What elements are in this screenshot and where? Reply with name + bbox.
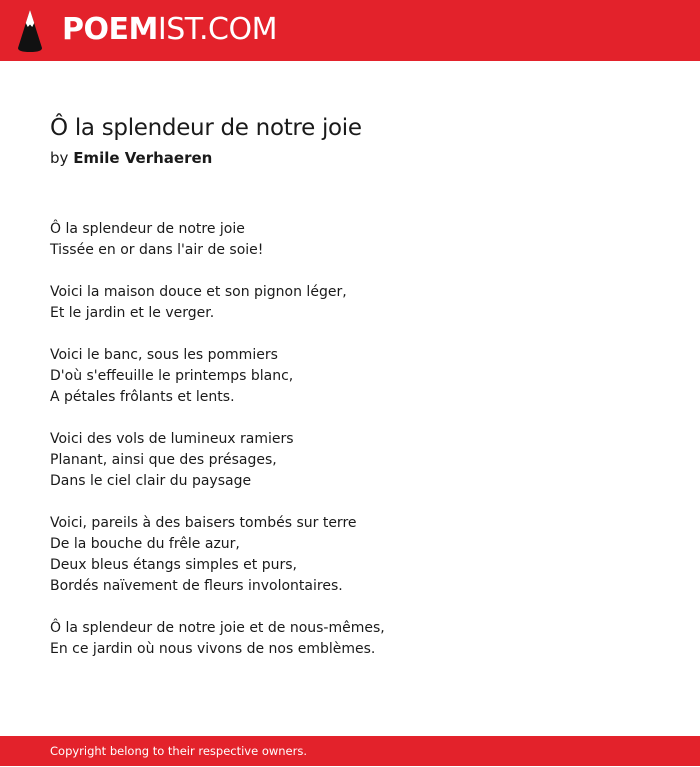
logo-bold-text: POEM <box>62 12 158 47</box>
poem-body <box>50 219 385 660</box>
poem-stanza <box>50 513 385 597</box>
poem-line: Voici la maison douce et son pignon léger, <box>50 284 347 300</box>
poem-line: Ô la splendeur de notre joie et de nous-mêmes, <box>50 620 385 636</box>
site-logo[interactable] <box>62 12 277 48</box>
poem-line: D'où s'effeuille le printemps blanc, <box>50 368 294 384</box>
poem-line: Voici des vols de lumineux ramiers <box>50 431 294 447</box>
logo-light-text: IST.COM <box>157 12 277 47</box>
poem-stanza <box>50 345 385 408</box>
poem-line: Tissée en or dans l'air de soie! <box>50 242 264 258</box>
poem-line: Deux bleus étangs simples et purs, <box>50 557 297 573</box>
by-label: by <box>50 149 69 167</box>
poem-stanza <box>50 219 385 261</box>
site-footer <box>0 736 700 766</box>
poem-line: En ce jardin où nous vivons de nos emblèmes. <box>50 641 376 657</box>
poem-stanza <box>50 618 385 660</box>
poem-line: Voici, pareils à des baisers tombés sur terre <box>50 515 357 531</box>
poem-title: Ô la splendeur de notre joie <box>50 115 362 141</box>
pencil-tip-icon[interactable] <box>18 10 42 52</box>
site-header <box>0 0 700 61</box>
poem-line: A pétales frôlants et lents. <box>50 389 235 405</box>
poem-line: Ô la splendeur de notre joie <box>50 221 245 237</box>
poem-stanza <box>50 429 385 492</box>
poem-line: Et le jardin et le verger. <box>50 305 215 321</box>
poem-line: Bordés naïvement de fleurs involontaires. <box>50 578 343 594</box>
copyright-notice: Copyright belong to their respective owners. <box>50 744 308 758</box>
poem-author: Emile Verhaeren <box>73 149 213 167</box>
poem-stanza <box>50 282 385 324</box>
poem-line: Dans le ciel clair du paysage <box>50 473 252 489</box>
poem-line: Planant, ainsi que des présages, <box>50 452 277 468</box>
poem-byline <box>50 149 212 167</box>
poem-line: De la bouche du frêle azur, <box>50 536 240 552</box>
poem-line: Voici le banc, sous les pommiers <box>50 347 278 363</box>
